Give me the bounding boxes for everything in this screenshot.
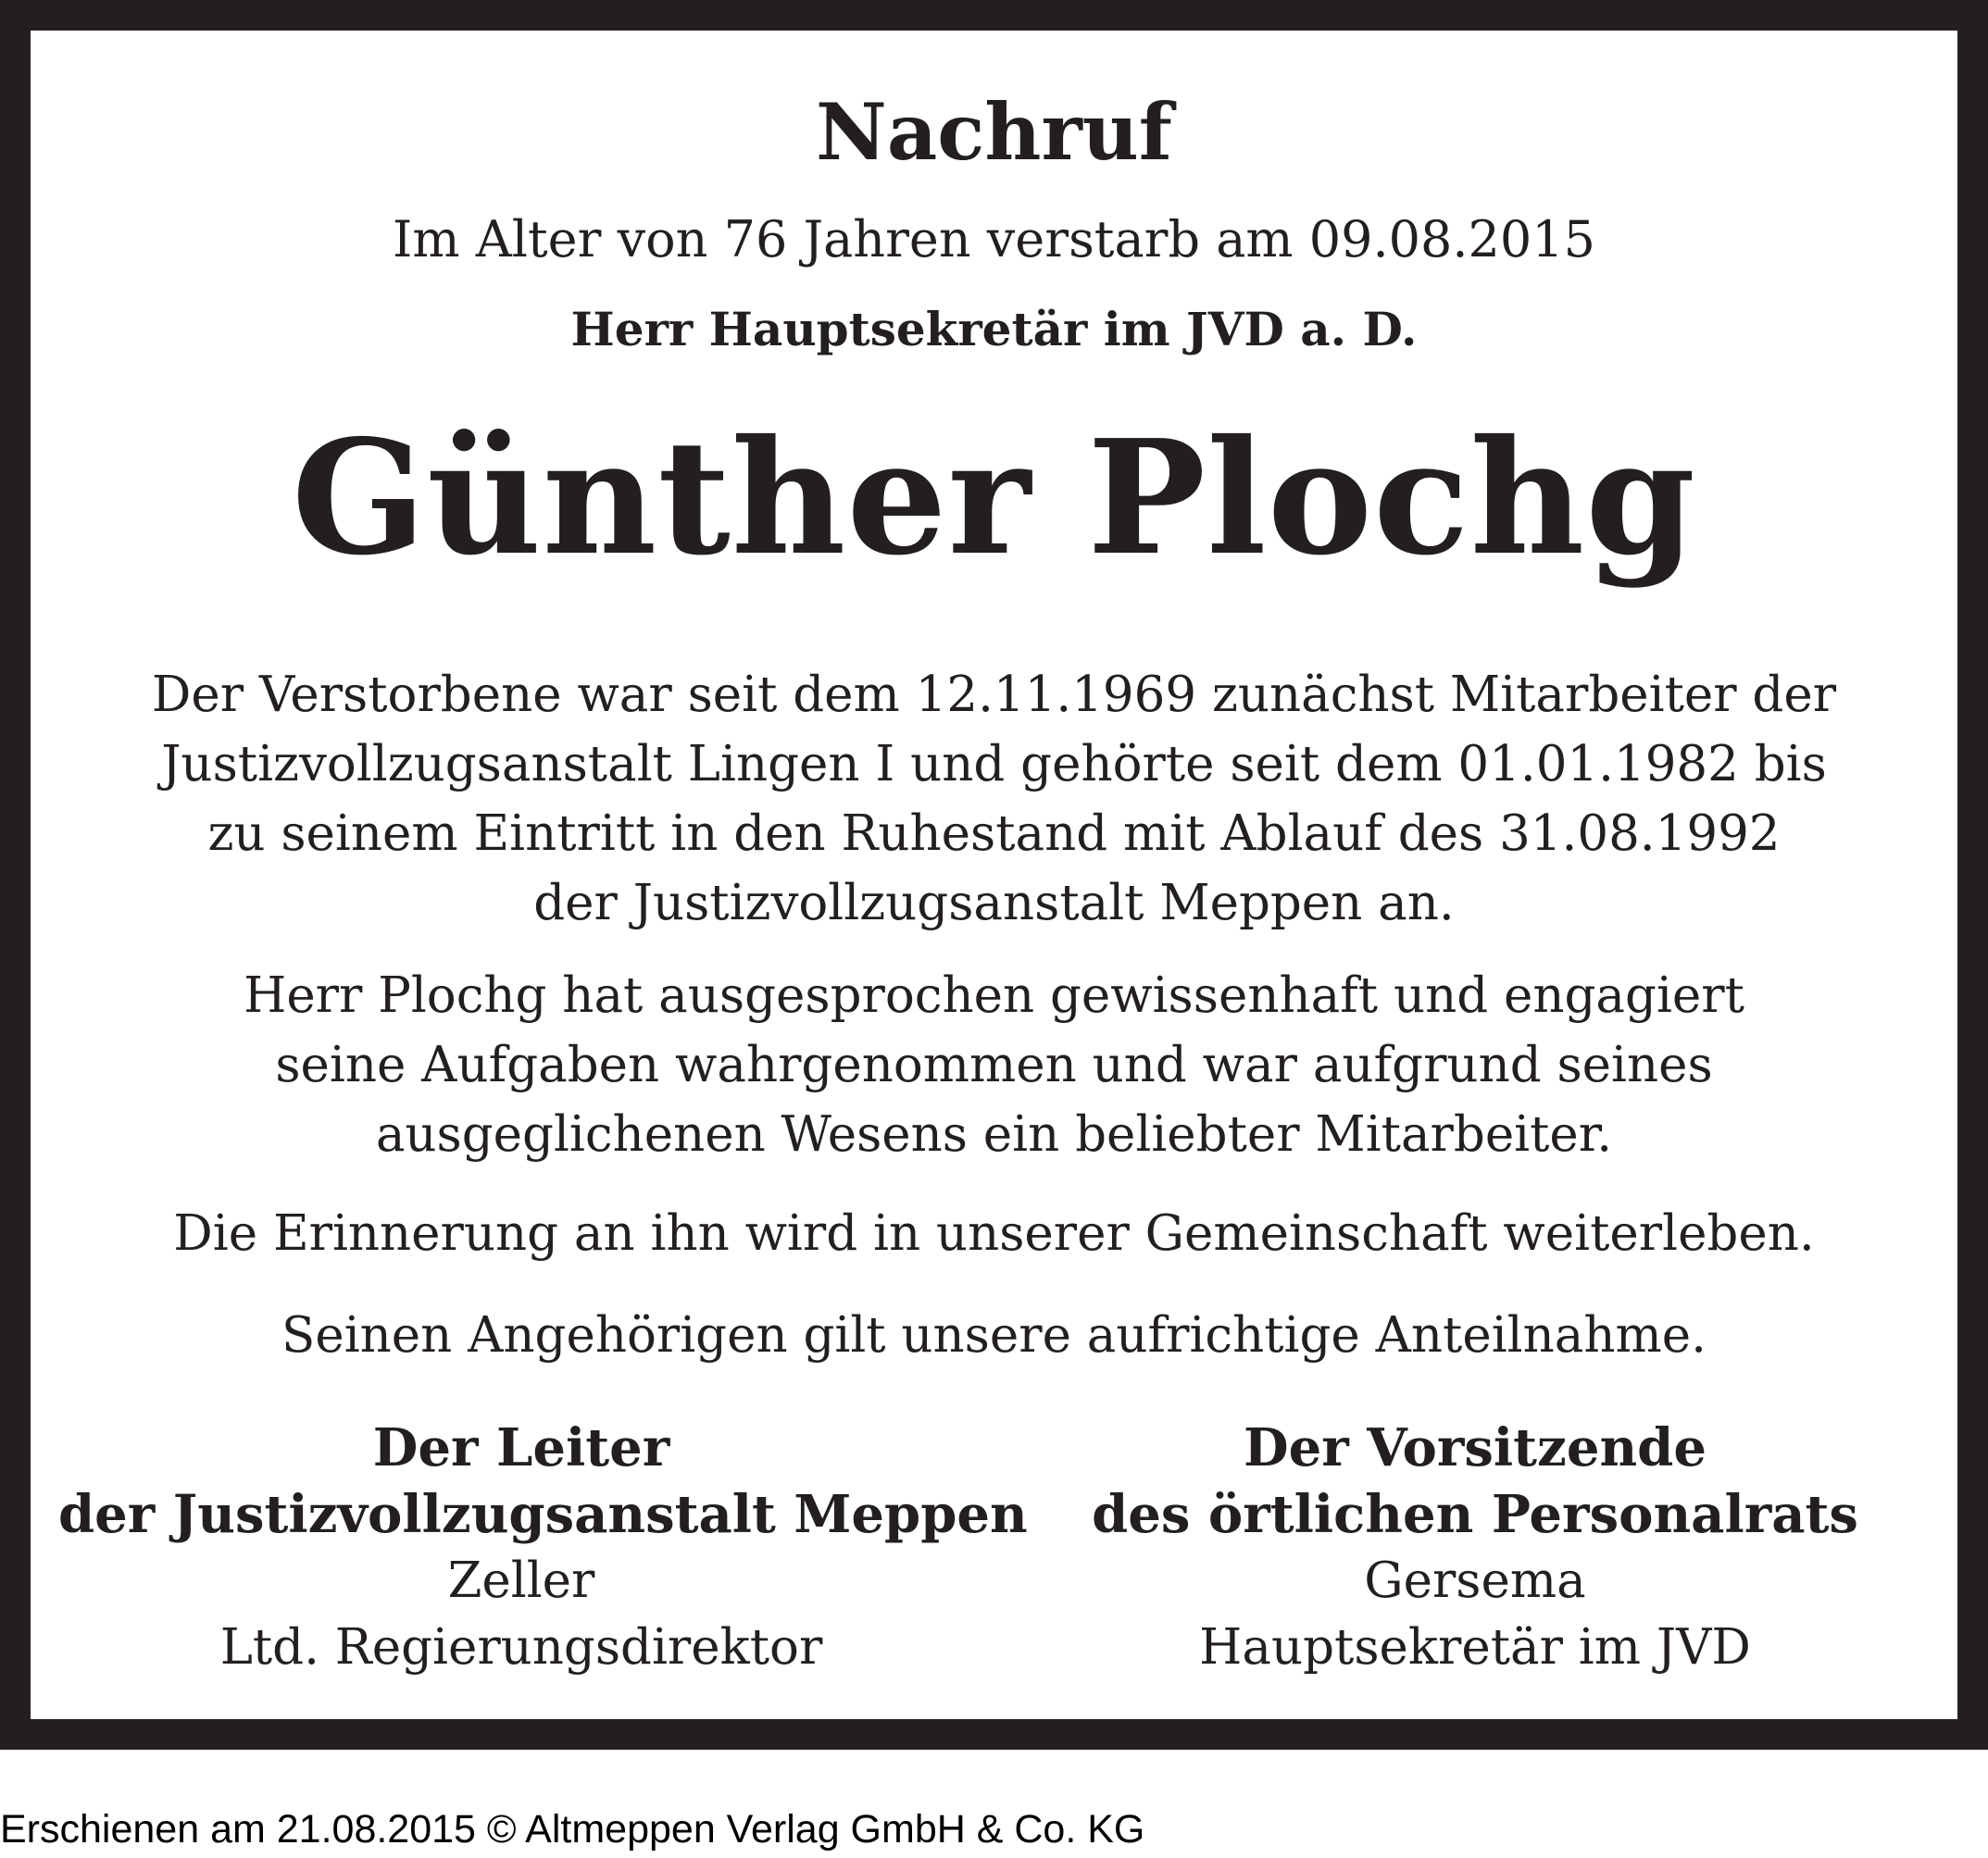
deceased-title: Herr Hauptsekretär im JVD a. D. bbox=[570, 302, 1418, 356]
signature-role: Der Vorsitzende bbox=[1244, 1417, 1707, 1478]
career-paragraph bbox=[31, 660, 1957, 938]
signature-role: Der Leiter bbox=[372, 1417, 670, 1478]
notice-content bbox=[31, 31, 1957, 1719]
paragraph-line: seine Aufgaben wahrgenommen und war aufgrund seines bbox=[275, 1037, 1713, 1093]
signature-person: Zeller bbox=[447, 1552, 595, 1609]
paragraph-line: Die Erinnerung an ihn wird in unserer Gemeinschaft weiterleben. bbox=[173, 1205, 1815, 1262]
paragraph-line: Seinen Angehörigen gilt unsere aufrichtige Anteilnahme. bbox=[281, 1307, 1707, 1364]
signature-position: Hauptsekretär im JVD bbox=[1199, 1619, 1751, 1676]
memory-paragraph bbox=[31, 1199, 1957, 1268]
paragraph-line: Herr Plochg hat ausgesprochen gewissenhaft und engagiert bbox=[244, 967, 1744, 1024]
paragraph-line: der Justizvollzugsanstalt Meppen an. bbox=[533, 875, 1455, 931]
condolence-paragraph bbox=[31, 1301, 1957, 1370]
signature-council-chair bbox=[1044, 1415, 1906, 1681]
notice-heading: Nachruf bbox=[816, 86, 1172, 178]
notice-intro: Im Alter von 76 Jahren verstarb am 09.08.2015 bbox=[393, 210, 1595, 268]
publication-footer: Erschienen am 21.08.2015 © Altmeppen Verlag GmbH & Co. KG bbox=[0, 1807, 1145, 1852]
signature-institution: des örtlichen Personalrats bbox=[1092, 1484, 1858, 1545]
signature-institution: der Justizvollzugsanstalt Meppen bbox=[58, 1484, 1028, 1545]
signature-position: Ltd. Regierungsdirektor bbox=[219, 1619, 823, 1676]
paragraph-line: ausgeglichenen Wesens ein beliebter Mitarbeiter. bbox=[375, 1106, 1613, 1163]
signature-person: Gersema bbox=[1364, 1552, 1586, 1609]
tribute-paragraph bbox=[31, 961, 1957, 1169]
paragraph-line: Der Verstorbene war seit dem 12.11.1969 zunächst Mitarbeiter der bbox=[151, 667, 1837, 723]
signature-director bbox=[58, 1415, 1028, 1681]
paragraph-line: Justizvollzugsanstalt Lingen I und gehörte seit dem 01.01.1982 bis bbox=[161, 736, 1827, 792]
paragraph-line: zu seinem Eintritt in den Ruhestand mit Ablauf des 31.08.1992 bbox=[207, 805, 1781, 862]
deceased-name: Günther Plochg bbox=[291, 405, 1697, 591]
